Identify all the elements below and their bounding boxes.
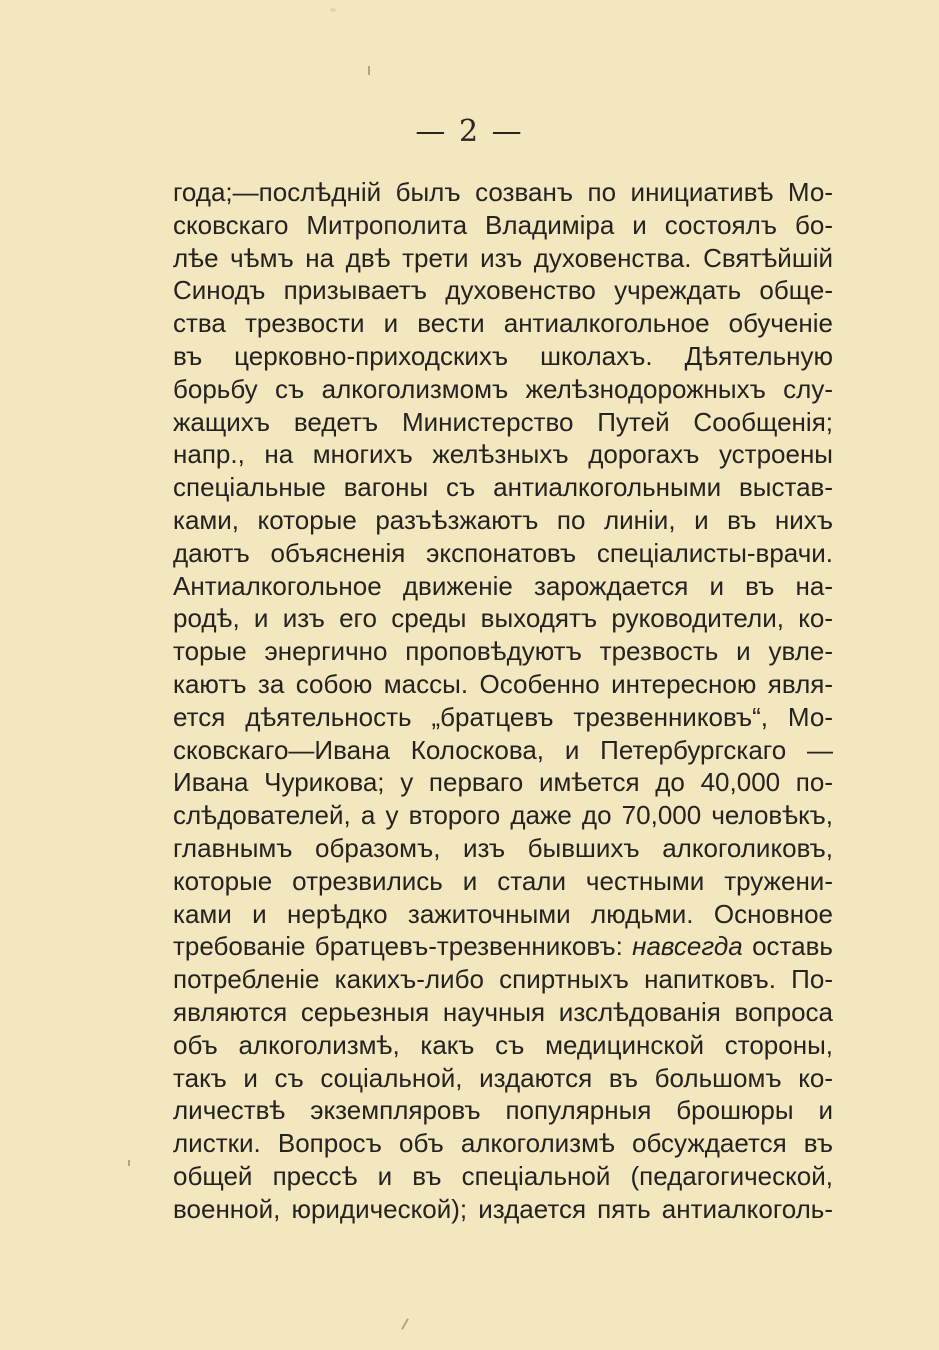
text-line: главнымъ образомъ, изъ бывшихъ алкоголиковъ, <box>173 832 833 863</box>
body-text <box>173 176 833 1226</box>
text-line: родѣ, и изъ его среды выходятъ руководители, ко- <box>173 603 833 634</box>
text-line: Антиалкогольное движеніе зарождается и въ на- <box>173 570 833 601</box>
text-line: ется дѣятельность „братцевъ трезвенниковъ“, Мо- <box>173 701 833 732</box>
paper-speck <box>368 66 370 75</box>
text-fragment: требованіе братцевъ-трезвенниковъ: <box>173 931 633 962</box>
paper-speck <box>401 1318 409 1329</box>
text-line: даютъ объясненія экспонатовъ спеціалисты-врачи. <box>173 537 833 568</box>
text-line: ками, которые разъѣзжаютъ по линіи, и въ нихъ <box>173 504 833 535</box>
text-line: Ивана Чурикова; у перваго имѣется до 40,000 по- <box>173 767 833 798</box>
text-line: такъ и съ соціальной, издаются въ большомъ ко- <box>173 1062 833 1093</box>
text-line: Синодъ призываетъ духовенство учреждать обще- <box>173 275 833 306</box>
text-line: слѣдователей, а у второго даже до 70,000 человѣкъ, <box>173 800 833 831</box>
text-line: которые отрезвились и стали честными тружени- <box>173 865 833 896</box>
text-line: борьбу съ алкоголизмомъ желѣзнодорожныхъ слу- <box>173 373 833 404</box>
text-line-with-emphasis <box>173 930 833 963</box>
text-line: объ алкоголизмѣ, какъ съ медицинской стороны, <box>173 1029 833 1060</box>
emphasized-word: навсегда <box>632 931 743 962</box>
text-line: личествѣ экземпляровъ популярныя брошюры и <box>173 1095 833 1126</box>
text-line: военной, юридической); издается пять антиалкоголь- <box>173 1193 833 1224</box>
text-line: потребленіе какихъ-либо спиртныхъ напитковъ. По- <box>173 964 833 995</box>
text-line: каютъ за собою массы. Особенно интересною явля- <box>173 668 833 699</box>
text-line: являются серьезныя научныя изслѣдованія вопроса <box>173 996 833 1027</box>
text-fragment: оставь <box>742 931 833 962</box>
text-line: спеціальные вагоны съ антиалкогольными выстав- <box>173 472 833 503</box>
text-line: напр., на многихъ желѣзныхъ дорогахъ устроены <box>173 439 833 470</box>
paper-stain <box>330 8 336 12</box>
text-line: листки. Вопросъ объ алкоголизмѣ обсуждается въ <box>173 1128 833 1159</box>
page-number: — 2 — <box>415 114 524 149</box>
text-line: лѣе чѣмъ на двѣ трети изъ духовенства. Святѣйшій <box>173 242 833 273</box>
text-line: сковскаго—Ивана Колоскова, и Петербургскаго — <box>173 734 833 765</box>
text-line: года;—послѣдній былъ созванъ по инициативѣ Мо- <box>173 177 833 207</box>
text-line: ками и нерѣдко зажиточными людьми. Основное <box>173 898 833 929</box>
text-line: жащихъ ведетъ Министерство Путей Сообщенія; <box>173 406 833 437</box>
text-line: сковскаго Митрополита Владиміра и состоялъ бо- <box>173 209 833 240</box>
text-line: въ церковно-приходскихъ школахъ. Дѣятельную <box>173 340 833 371</box>
paper-speck <box>128 1160 130 1166</box>
text-line: общей прессѣ и въ спеціальной (педагогической, <box>173 1160 833 1191</box>
text-line: торые энергично проповѣдуютъ трезвость и увле- <box>173 636 833 667</box>
text-line: ства трезвости и вести антиалкогольное обученіе <box>173 308 833 339</box>
